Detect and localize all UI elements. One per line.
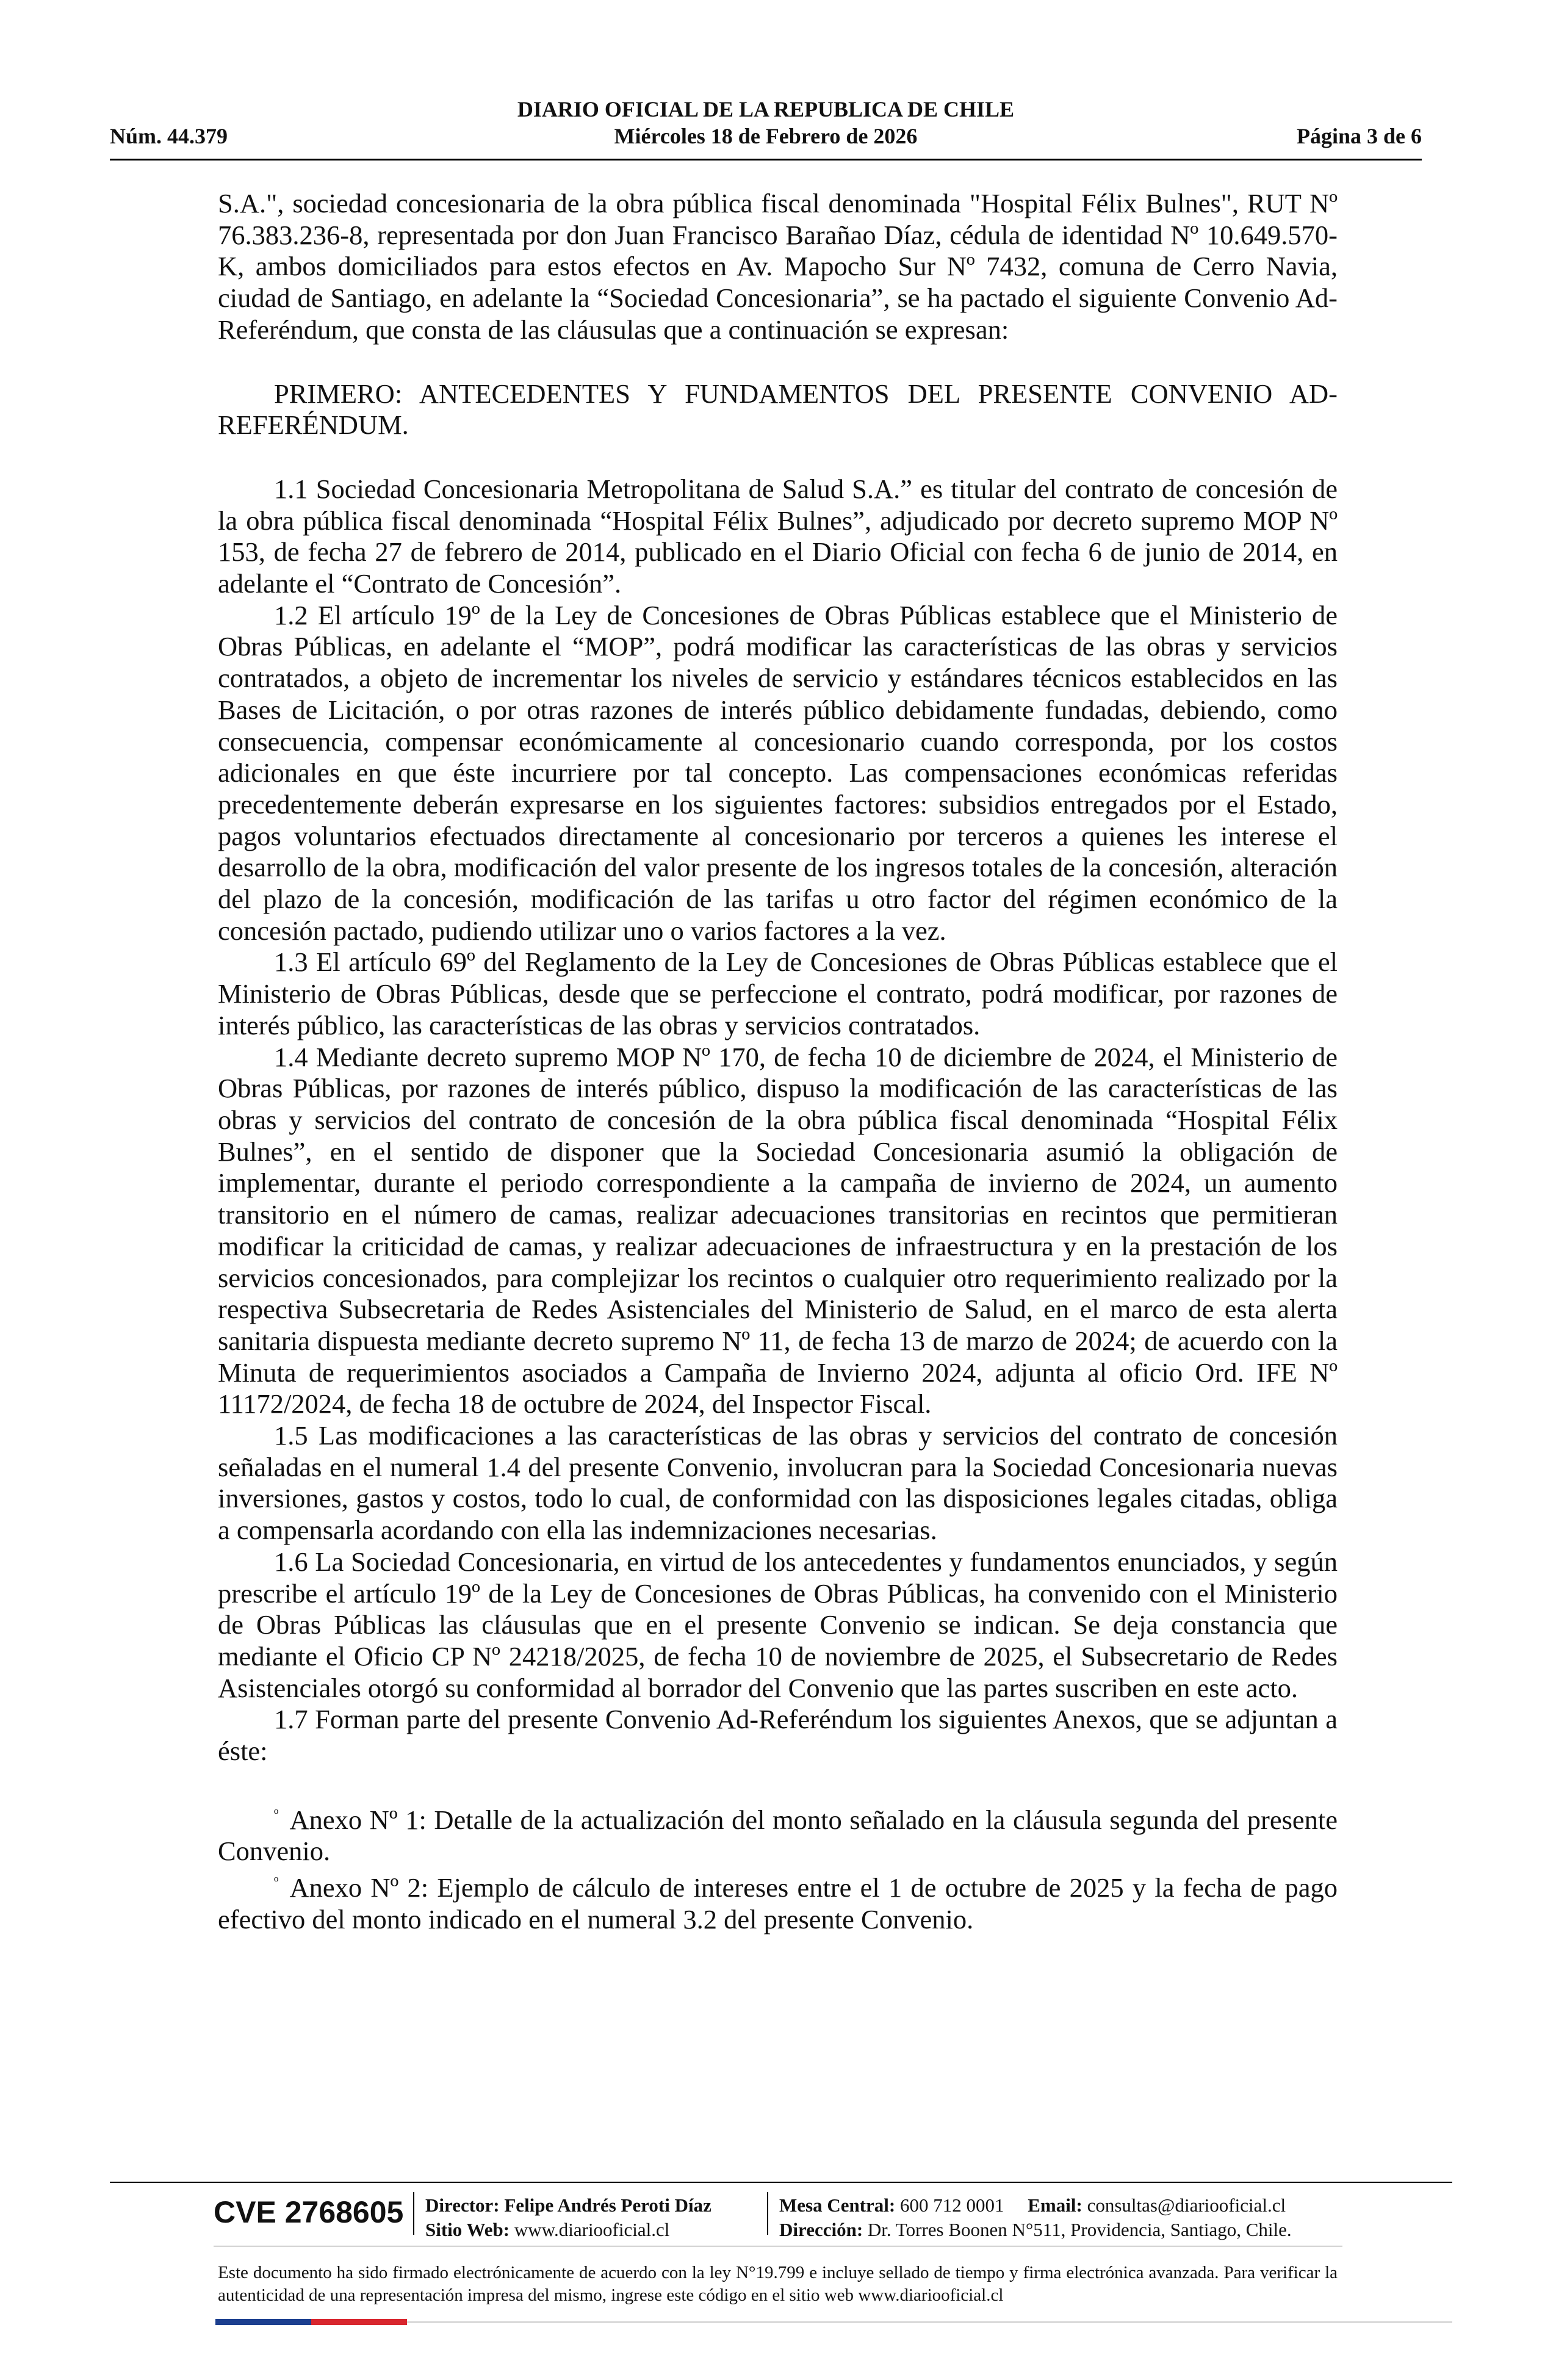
paragraph-1-4: 1.4 Mediante decreto supremo MOP Nº 170, de fecha 10 de diciembre de 2024, el Ministerio de Obras Públicas, por razones de interés público, dispuso la modificación de las características de las obras y servicios del contrato de concesión de la obra pública fiscal denominada “Hospital Félix Bulnes”, en el sentido de disponer que la Sociedad Concesionaria asumió la obligación de implementar, durante el periodo correspondiente a la campaña de invierno de 2024, un aumento transitorio en el número de camas, realizar adecuaciones transitorias en recintos que permitieran modificar la criticidad de camas, y realizar adecuaciones de infraestructura y en la prestación de los servicios concesionados, para complejizar los recintos o cualquier otro requerimiento realizado por la respectiva Subsecretaria de Redes Asistenciales del Ministerio de Salud, en el marco de esta alerta sanitaria dispuesta mediante decreto supremo Nº 11, de fecha 13 de marzo de 2024; de acuerdo con la Minuta de requerimientos asociados a Campaña de Invierno 2024, adjunta al oficio Ord. IFE Nº 11172/2024, de fecha 18 de octubre de 2024, del Inspector Fiscal. [218, 1041, 1338, 1419]
flag-stripe [215, 2319, 407, 2325]
issue-date: Miércoles 18 de Febrero de 2026 [614, 124, 918, 148]
intro-paragraph: S.A.", sociedad concesionaria de la obra pública fiscal denominada "Hospital Félix Bulnes", RUT Nº 76.383.236-8, representada por don Juan Francisco Barañao Díaz, cédula de identidad Nº 10.649.570-K, ambos domiciliados para estos efectos en Av. Mapocho Sur Nº 7432, comuna de Cerro Navia, ciudad de Santiago, en adelante la “Sociedad Concesionaria”, se ha pactado el siguiente Convenio Ad-Referéndum, que consta de las cláusulas que a continuación se expresan: [218, 188, 1338, 345]
footer-contact-block [779, 2193, 1292, 2242]
footer-gray-line [407, 2321, 1452, 2323]
footer-director-block [425, 2193, 711, 2242]
publication-title: DIARIO OFICIAL DE LA REPUBLICA DE CHILE [517, 97, 1015, 121]
page-header [110, 92, 1422, 160]
paragraph-1-6: 1.6 La Sociedad Concesionaria, en virtud de los antecedentes y fundamentos enunciados, y según prescribe el artículo 19º de la Ley de Concesiones de Obras Públicas, ha convenido con el Ministerio de Obras Públicas las cláusulas que en el presente Convenio se indican. Se deja constancia que mediante el Oficio CP Nº 24218/2025, de fecha 10 de noviembre de 2025, el Subsecretario de Redes Asistenciales otorgó su conformidad al borrador del Convenio que las partes suscriben en este acto. [218, 1546, 1338, 1703]
website-label: Sitio Web: [425, 2219, 510, 2240]
bullet-icon: º [274, 1874, 279, 1891]
paragraph-1-2: 1.2 El artículo 19º de la Ley de Concesiones de Obras Públicas establece que el Ministerio de Obras Públicas, en adelante el “MOP”, podrá modificar las características de las obras y servicios contratados, a objeto de incrementar los niveles de servicio y estándares técnicos establecidos en las Bases de Licitación, o por otras razones de interés público debidamente fundadas, debiendo, como consecuencia, compensar económicamente al concesionario cuando corresponda, por los costos adicionales en que éste incurriere por tal concepto. Las compensaciones económicas referidas precedentemente deberán expresarse en los siguientes factores: subsidios entregados por el Estado, pagos voluntarios efectuados directamente al concesionario por terceros a quienes les interese el desarrollo de la obra, modificación del valor presente de los ingresos totales de la concesión, alteración del plazo de la concesión, modificación de las tarifas u otro factor del régimen económico de la concesión pactado, pudiendo utilizar uno o varios factores a la vez. [218, 599, 1338, 946]
footer-separator [767, 2192, 768, 2235]
address-text: Dr. Torres Boonen N°511, Providencia, Santiago, Chile. [867, 2219, 1292, 2240]
flag-blue-segment [215, 2319, 311, 2325]
email-label: Email: [1028, 2194, 1082, 2216]
website-link[interactable]: www.diariooficial.cl [514, 2219, 670, 2240]
paragraph-1-3: 1.3 El artículo 69º del Reglamento de la Ley de Concesiones de Obras Públicas establece que el Ministerio de Obras Públicas, desde que se perfeccione el contrato, podrá modificar, por razones de interés público, las características de las obras y servicios contratados. [218, 947, 1338, 1040]
annex-item [218, 1800, 1338, 1867]
paragraph-1-5: 1.5 Las modificaciones a las características de las obras y servicios del contrato de concesión señaladas en el numeral 1.4 del presente Convenio, involucran para la Sociedad Concesionaria nuevas inversiones, gastos y costos, todo lo cual, de conformidad con las disposiciones legales citadas, obliga a compensarla acordando con ella las indemnizaciones necesarias. [218, 1420, 1338, 1546]
paragraph-1-7: 1.7 Forman parte del presente Convenio Ad-Referéndum los siguientes Anexos, que se adjuntan a éste: [218, 1704, 1338, 1767]
cve-code: CVE 2768605 [214, 2195, 404, 2229]
legal-notice: Este documento ha sido firmado electrónicamente de acuerdo con la ley N°19.799 e incluye sellado de tiempo y firma electrónica avanzada. Para verificar la autenticidad de una representación impresa del mismo, ingrese este código en el sitio web www.diariooficial.cl [218, 2263, 1338, 2305]
bullet-icon: º [274, 1806, 279, 1823]
document-body [218, 188, 1338, 1935]
director-name: Felipe Andrés Peroti Díaz [504, 2194, 711, 2216]
annex-item [218, 1867, 1338, 1935]
flag-red-segment [311, 2319, 407, 2325]
footer-divider-line [110, 2182, 1452, 2183]
email-link[interactable]: consultas@diariooficial.cl [1087, 2194, 1286, 2216]
address-label: Dirección: [779, 2219, 863, 2240]
annex-text: Anexo Nº 2: Ejemplo de cálculo de intereses entre el 1 de octubre de 2025 y la fecha de pago efectivo del monto indicado en el numeral 3.2 del presente Convenio. [218, 1872, 1338, 1935]
annex-text: Anexo Nº 1: Detalle de la actualización del monto señalado en la cláusula segunda del presente Convenio. [218, 1804, 1338, 1867]
phone-label: Mesa Central: [779, 2194, 896, 2216]
footer-separator [413, 2192, 414, 2235]
director-label: Director: [425, 2194, 500, 2216]
paragraph-1-1: 1.1 Sociedad Concesionaria Metropolitana de Salud S.A.” es titular del contrato de concesión de la obra pública fiscal denominada “Hospital Félix Bulnes”, adjudicado por decreto supremo MOP Nº 153, de fecha 27 de febrero de 2014, publicado en el Diario Oficial con fecha 6 de junio de 2014, en adelante el “Contrato de Concesión”. [218, 473, 1338, 599]
phone-number: 600 712 0001 [900, 2194, 1004, 2216]
section-heading: PRIMERO: ANTECEDENTES Y FUNDAMENTOS DEL PRESENTE CONVENIO AD-REFERÉNDUM. [218, 378, 1338, 441]
page-number: Página 3 de 6 [1296, 124, 1422, 148]
issue-number: Núm. 44.379 [110, 124, 228, 148]
